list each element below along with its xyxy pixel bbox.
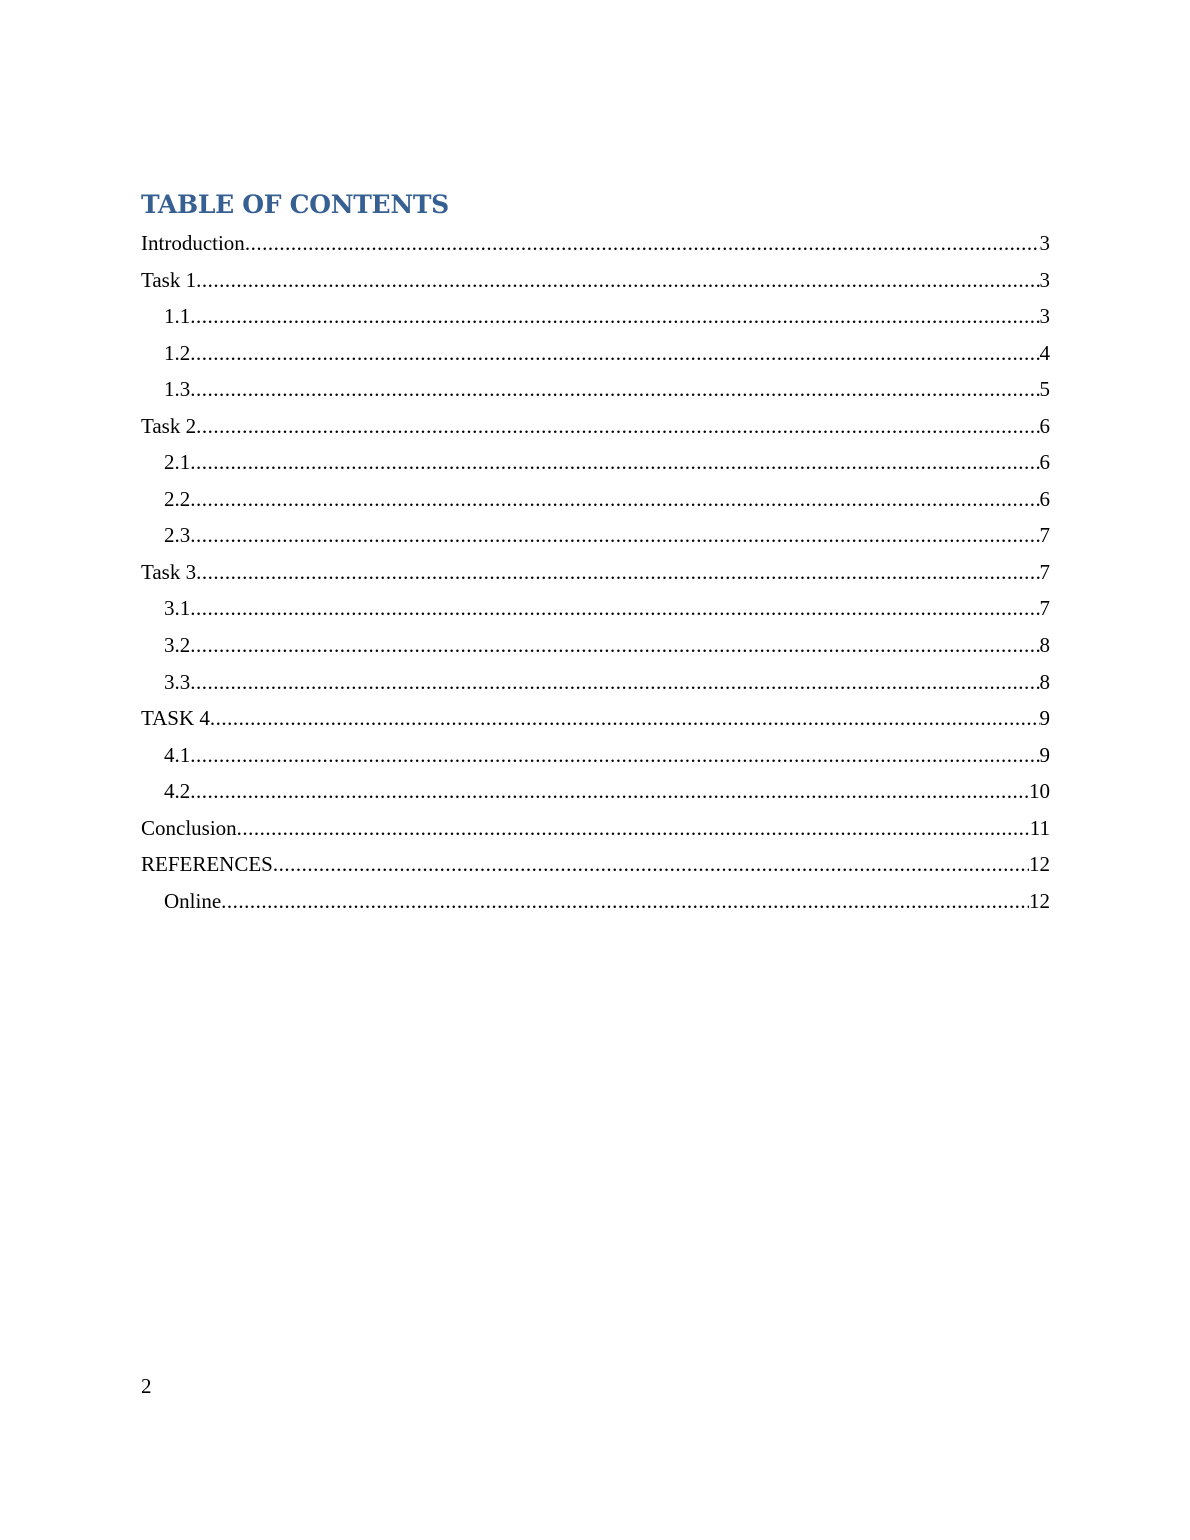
toc-dot-leader bbox=[273, 846, 1029, 882]
toc-entry-label: 1.2 bbox=[164, 340, 191, 365]
toc-dot-leader bbox=[190, 773, 1029, 809]
toc-entry-page-number: 3 bbox=[1039, 231, 1050, 255]
toc-entry[interactable] bbox=[141, 627, 1050, 664]
toc-dot-leader bbox=[190, 481, 1039, 517]
toc-entry[interactable] bbox=[141, 700, 1050, 737]
toc-entry[interactable] bbox=[141, 444, 1050, 481]
toc-entry-page-number: 3 bbox=[1039, 304, 1050, 329]
toc-entry-label: 1.1 bbox=[164, 304, 191, 329]
toc-entry-page-number: 6 bbox=[1039, 413, 1050, 438]
toc-entry-page-number: 7 bbox=[1039, 559, 1050, 584]
toc-dot-leader bbox=[190, 664, 1039, 700]
toc-entry-label: Conclusion bbox=[141, 815, 237, 840]
toc-entry[interactable] bbox=[141, 408, 1050, 445]
toc-entry[interactable] bbox=[141, 225, 1050, 262]
toc-entry-label: 2.1 bbox=[164, 450, 191, 475]
toc-entry[interactable] bbox=[141, 481, 1050, 518]
toc-dot-leader bbox=[190, 371, 1039, 407]
toc-entry[interactable] bbox=[141, 298, 1050, 335]
toc-entry-label: 2.2 bbox=[164, 486, 191, 511]
toc-entry-label: 3.1 bbox=[164, 596, 191, 621]
toc-dot-leader bbox=[190, 444, 1039, 480]
toc-dot-leader bbox=[190, 627, 1039, 663]
toc-entry-page-number: 3 bbox=[1039, 267, 1050, 292]
toc-entry[interactable] bbox=[141, 737, 1050, 774]
toc-dot-leader bbox=[190, 737, 1039, 773]
toc-dot-leader bbox=[190, 298, 1039, 334]
toc-entry-page-number: 8 bbox=[1039, 669, 1050, 694]
toc-entry-label: 3.3 bbox=[164, 669, 191, 694]
toc-entry[interactable] bbox=[141, 883, 1050, 920]
toc-dot-leader bbox=[190, 517, 1039, 553]
toc-title: TABLE OF CONTENTS bbox=[141, 190, 449, 219]
toc-entry-page-number: 10 bbox=[1029, 779, 1050, 804]
toc-entry[interactable] bbox=[141, 554, 1050, 591]
toc-entry-page-number: 9 bbox=[1039, 742, 1050, 767]
toc-entry-page-number: 7 bbox=[1039, 523, 1050, 548]
toc-entry[interactable] bbox=[141, 590, 1050, 627]
toc-entry-label: Online bbox=[164, 888, 222, 913]
toc-entry[interactable] bbox=[141, 810, 1050, 847]
toc-entry-label: 4.1 bbox=[164, 742, 191, 767]
toc-dot-leader bbox=[221, 883, 1029, 919]
toc-entry[interactable] bbox=[141, 335, 1050, 372]
toc-entry[interactable] bbox=[141, 262, 1050, 299]
toc-entry-label: Task 1 bbox=[141, 267, 197, 292]
toc-dot-leader bbox=[237, 810, 1030, 846]
toc-dot-leader bbox=[190, 590, 1039, 626]
toc-entry-label: 2.3 bbox=[164, 523, 191, 548]
toc-entry[interactable] bbox=[141, 846, 1050, 883]
toc-entry-label: REFERENCES bbox=[141, 852, 273, 877]
toc-entry[interactable] bbox=[141, 773, 1050, 810]
toc-entry-page-number: 12 bbox=[1029, 852, 1050, 877]
toc-dot-leader bbox=[196, 408, 1039, 444]
toc-entry-label: TASK 4 bbox=[141, 706, 210, 731]
toc-entry-page-number: 9 bbox=[1039, 706, 1050, 731]
toc-entry[interactable] bbox=[141, 664, 1050, 701]
toc-entry-label: 4.2 bbox=[164, 779, 191, 804]
toc-entry-page-number: 12 bbox=[1029, 888, 1050, 913]
toc-entry-page-number: 4 bbox=[1039, 340, 1050, 365]
toc-dot-leader bbox=[210, 700, 1040, 736]
toc-entry-label: Introduction bbox=[141, 231, 245, 255]
toc-entry-label: 3.2 bbox=[164, 633, 191, 658]
toc-entry-page-number: 7 bbox=[1039, 596, 1050, 621]
toc-entry-page-number: 6 bbox=[1039, 450, 1050, 475]
toc-dot-leader bbox=[196, 554, 1039, 590]
toc-entry-page-number: 6 bbox=[1039, 486, 1050, 511]
toc-entry[interactable] bbox=[141, 371, 1050, 408]
page-number: 2 bbox=[141, 1374, 152, 1398]
toc-dot-leader bbox=[245, 225, 1040, 261]
toc-entry-page-number: 5 bbox=[1039, 377, 1050, 402]
toc-entry-label: Task 3 bbox=[141, 559, 197, 584]
toc-list bbox=[141, 225, 1050, 919]
toc-entry[interactable] bbox=[141, 517, 1050, 554]
toc-entry-page-number: 8 bbox=[1039, 633, 1050, 658]
toc-entry-label: Task 2 bbox=[141, 413, 197, 438]
toc-entry-page-number: 11 bbox=[1029, 815, 1050, 840]
toc-dot-leader bbox=[196, 262, 1039, 298]
toc-entry-label: 1.3 bbox=[164, 377, 191, 402]
toc-dot-leader bbox=[190, 335, 1039, 371]
